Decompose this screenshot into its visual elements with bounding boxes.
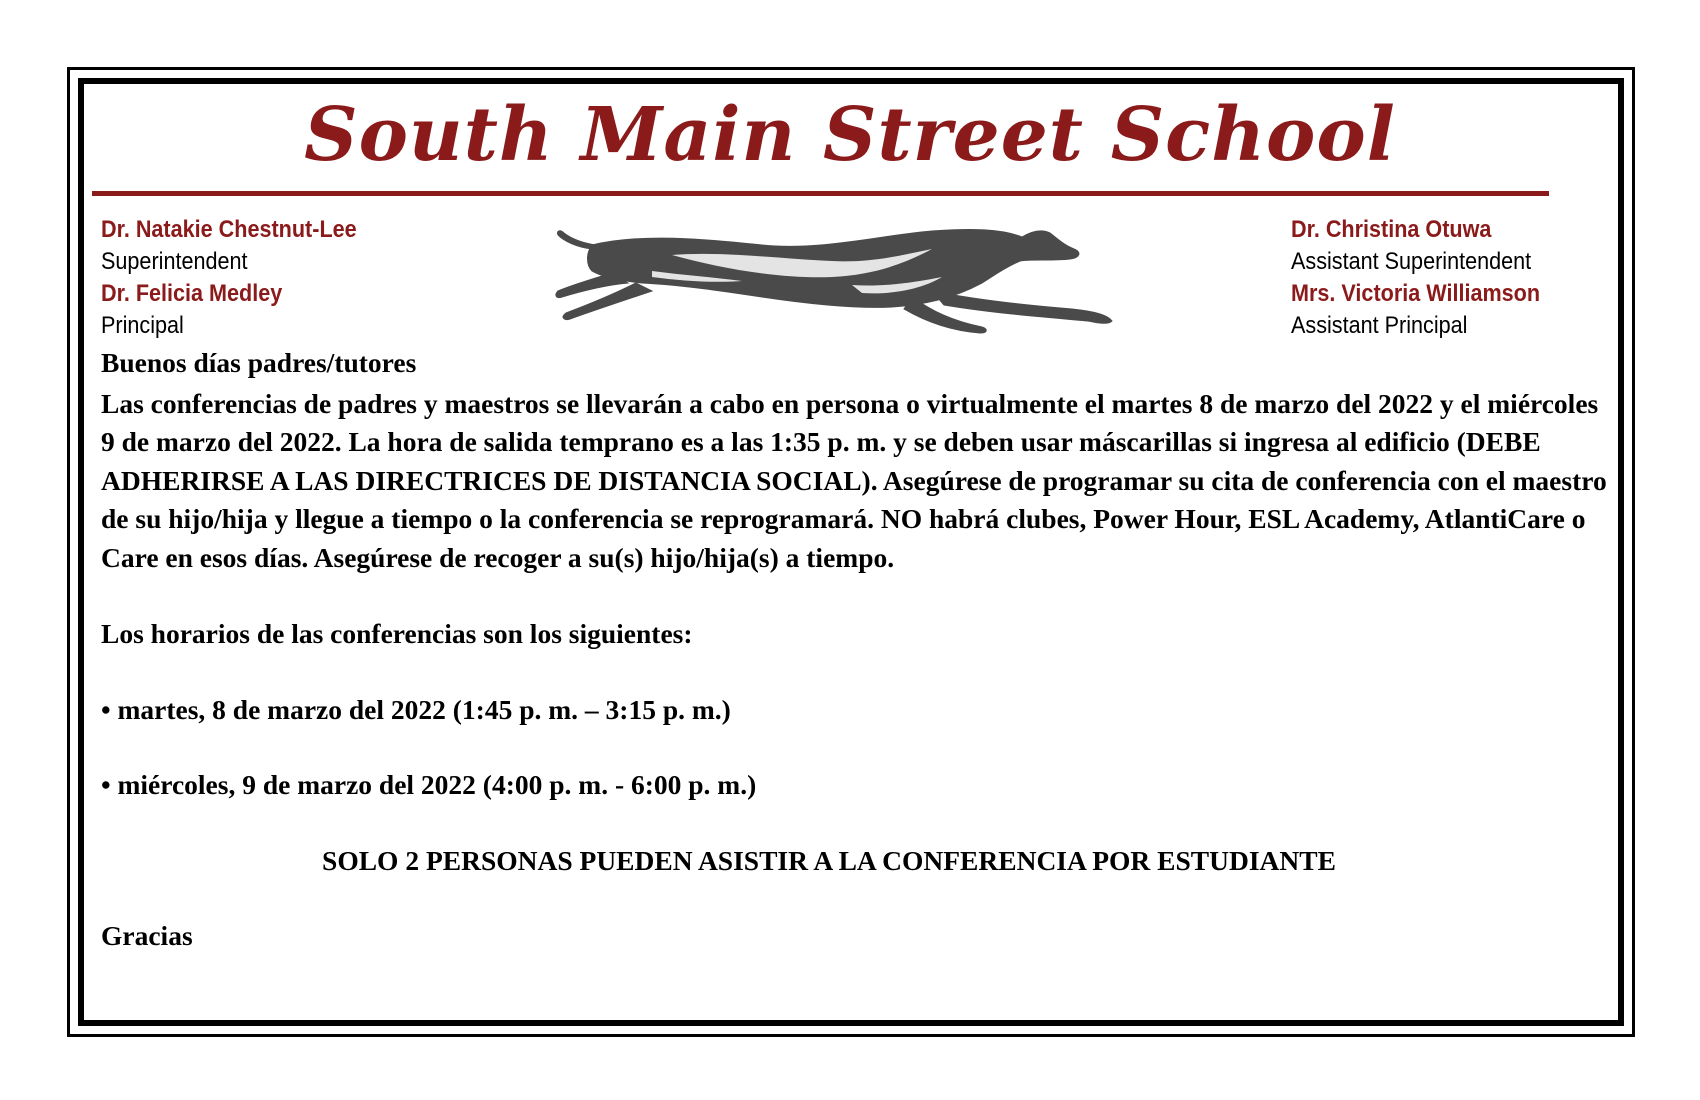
staff-role: Principal bbox=[101, 312, 184, 339]
title-divider bbox=[92, 191, 1549, 196]
intro-paragraph: Las conferencias de padres y maestros se llevarán a cabo en persona o virtualmente el martes 8 de marzo del 2022 y el miércoles 9 de marzo del 2022. La hora de salida temprano es a las 1:35 p. m. y se deben usar máscarillas si ingresa al edificio (DEBE ADHERIRSE A LAS DIRECTRICES DE DISTANCIA SOCIAL). Asegúrese de programar su cita de conferencia con el maestro de su hijo/hija y llegue a tiempo o la conferencia se reprogramará. NO habrá clubes, Power Hour, ESL Academy, AtlantiCare o Care en esos días. Asegúrese de recoger a su(s) hijo/hija(s) a tiempo. bbox=[101, 387, 1607, 573]
staff-left bbox=[101, 214, 357, 342]
staff-name: Dr. Felicia Medley bbox=[101, 280, 283, 307]
letter-body bbox=[101, 344, 1611, 956]
staff-role: Superintendent bbox=[101, 248, 248, 275]
greyhound-icon bbox=[552, 225, 1152, 335]
staff-role: Assistant Principal bbox=[1291, 312, 1468, 339]
closing: Gracias bbox=[101, 920, 193, 951]
schedule-item: • martes, 8 de marzo del 2022 (1:45 p. m. – 3:15 p. m.) bbox=[101, 693, 731, 725]
schedule-title: Los horarios de las conferencias son los siguientes: bbox=[101, 618, 693, 649]
school-title: South Main Street School bbox=[304, 92, 1396, 178]
staff-name: Dr. Natakie Chestnut-Lee bbox=[101, 216, 357, 243]
greeting: Buenos días padres/tutores bbox=[101, 347, 417, 378]
attendance-notice: SOLO 2 PERSONAS PUEDEN ASISTIR A LA CONFERENCIA POR ESTUDIANTE bbox=[322, 844, 1336, 876]
schedule-item: • miércoles, 9 de marzo del 2022 (4:00 p. m. - 6:00 p. m.) bbox=[101, 769, 757, 800]
staff-role: Assistant Superintendent bbox=[1291, 248, 1532, 275]
staff-name: Dr. Christina Otuwa bbox=[1291, 216, 1492, 243]
staff-name: Mrs. Victoria Williamson bbox=[1291, 280, 1541, 307]
staff-right bbox=[1291, 214, 1540, 342]
